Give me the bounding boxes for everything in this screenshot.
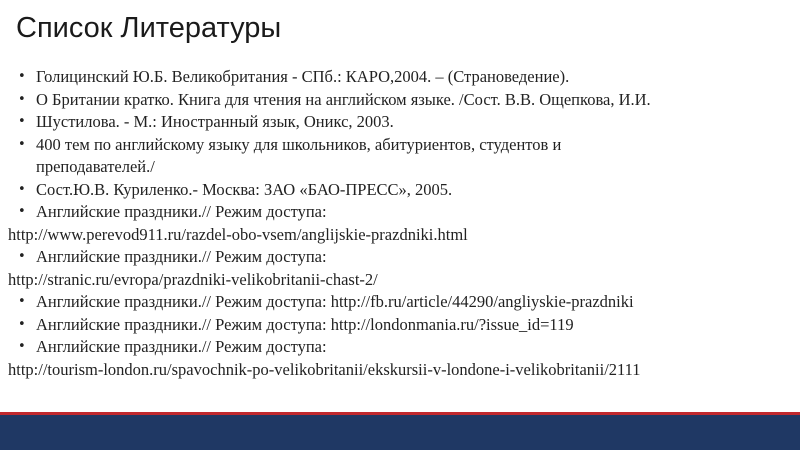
list-item-url[interactable]: http://stranic.ru/evropa/prazdniki-velikobritanii-chast-2/: [8, 269, 378, 289]
bullet-icon: •: [18, 339, 26, 354]
bullet-icon: •: [18, 316, 26, 332]
bibliography-list: [0, 66, 800, 381]
list-item-text: Шустилова. - М.: Иностранный язык, Оникс, 2003.: [36, 112, 394, 131]
list-item-text: Английские праздники.// Режим доступа:: [36, 247, 327, 266]
list-item: [0, 201, 800, 224]
footer-bar: [0, 415, 800, 450]
bullet-icon: •: [18, 136, 26, 152]
bullet-icon: •: [18, 204, 26, 219]
bullet-icon: •: [18, 69, 26, 84]
list-item-text: Английские праздники.// Режим доступа:: [36, 337, 327, 356]
list-item-text: 400 тем по английскому языку для школьников, абитуриентов, студентов и: [36, 134, 562, 154]
list-item: [0, 66, 800, 89]
list-item-url[interactable]: http://tourism-london.ru/spavochnik-po-velikobritanii/ekskursii-v-londone-i-velikobritanii/2111: [8, 359, 641, 379]
list-item-text: Английские праздники.// Режим доступа:: [36, 202, 327, 221]
list-item: [0, 179, 800, 202]
bullet-icon: •: [18, 249, 26, 264]
list-item-url-line: [0, 269, 800, 292]
list-item: [0, 134, 800, 157]
list-item: [0, 246, 800, 269]
list-item-continuation: [0, 156, 800, 179]
list-item-text[interactable]: Английские праздники.// Режим доступа: http://fb.ru/article/44290/angliyskie-prazdniki: [36, 292, 634, 311]
list-item-url-line: [0, 224, 800, 247]
list-item: [0, 111, 800, 134]
bullet-icon: •: [18, 181, 26, 197]
list-item: [0, 291, 800, 314]
bullet-icon: •: [18, 294, 26, 309]
list-item-text[interactable]: Английские праздники.// Режим доступа: http://londonmania.ru/?issue_id=119: [36, 314, 574, 334]
list-item: [0, 314, 800, 337]
list-item: [0, 336, 800, 359]
list-item-text: Голицинский Ю.Б. Великобритания - СПб.: КАРО,2004. – (Страноведение).: [36, 67, 570, 86]
list-item-continuation-text: преподавателей./: [36, 157, 155, 176]
list-item: [0, 89, 800, 112]
list-item-url-line: [0, 359, 800, 382]
slide-title: Список Литературы: [16, 12, 282, 44]
list-item-text: Сост.Ю.В. Куриленко.- Москва: ЗАО «БАО-ПРЕСС», 2005.: [36, 179, 453, 199]
bullet-icon: •: [18, 91, 26, 107]
list-item-url[interactable]: http://www.perevod911.ru/razdel-obo-vsem/anglijskie-prazdniki.html: [8, 224, 468, 244]
list-item-text: О Британии кратко. Книга для чтения на английском языке. /Сост. В.В. Ощепкова, И.И.: [36, 89, 651, 109]
bullet-icon: •: [18, 114, 26, 129]
